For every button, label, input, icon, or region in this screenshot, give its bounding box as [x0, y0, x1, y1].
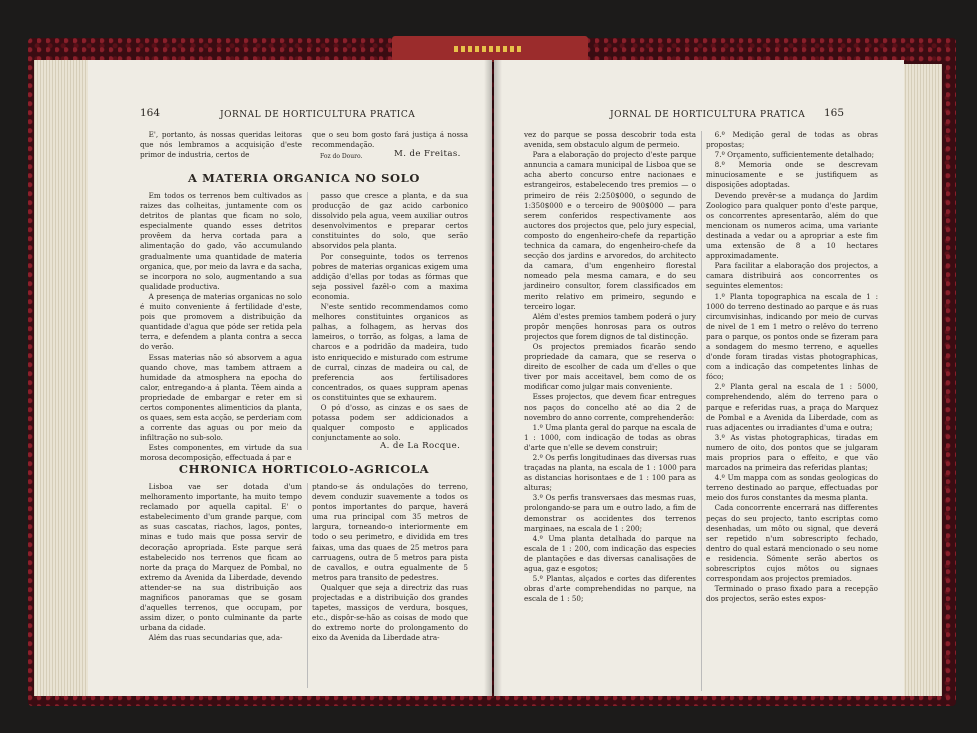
article-title: CHRONICA HORTICOLO-AGRICOLA: [178, 462, 430, 476]
right-page-edges: [902, 64, 942, 696]
paragraph: 3.º Os perfis transversaes das mesmas ruas, prolongando-se para um e outro lado, a fim de demonstrar os accidentes dos terrenos marginaes, na escala de 1 : 200;: [524, 493, 696, 533]
book-gutter: [484, 60, 502, 696]
paragraph: Devendo prevêr-se a mudança do Jardim Zoologico para qualquer ponto d'este parque, os concorrentes apresentarão, além do que mencionam os numeros acima, uma variante destinada a vedar ou a apropriar a este fim uma extensão de 8 a 10 hectares approximadamente.: [706, 190, 878, 261]
column-divider: [701, 131, 702, 691]
intro-location: Foz do Douro.: [320, 153, 363, 160]
paragraph: Os projectos premiados ficarão sendo propriedade da camara, que se reserva o direito de escolher de cada um d'elles o que tiver por mais acceitavel, bem como de os modificar como julgar mais conveniente.: [524, 341, 696, 392]
article2-col-1: [140, 482, 302, 644]
right-col-1: [524, 130, 696, 604]
column-divider: [307, 192, 308, 450]
paragraph: Em todos os terrenos bem cultivados as raizes das colheitas, juntamente com os detritos de plantas que ficam no solo, especialmente quando esses detritos provêem da herva cortada para a alimentação do gado, vão accumulando gradualmente uma quantidade de materia organica, que, por meio da lavra e da sacha, se incorpora no solo, augmentando a sua qualidade productiva.: [140, 191, 302, 291]
intro-col-2: [312, 130, 468, 150]
page-number: 164: [140, 107, 161, 119]
paragraph: Terminado o praso fixado para a recepção dos projectos, serão estes expos-: [706, 584, 878, 604]
paragraph: Para facilitar a elaboração dos projectos, a camara distribuirá aos concorrentes os seguintes elementos:: [706, 261, 878, 291]
paragraph: O pó d'osso, as cinzas e os saes de potassa podem ser addicionados a qualquer composto e applicados conjunctamente ao solo.: [312, 402, 468, 443]
intro-paragraph: E', portanto, ás nossas queridas leitoras que nós lembramos a acquisição d'este primor de industria, certos de: [140, 130, 302, 160]
paragraph: Qualquer que seja a directriz das ruas projectadas e a distribuição dos grandes tapetes, massiços de verdura, bosques, etc., dispôr-se-hão as coisas de modo que do extremo norte do prolongamento do eixo da Avenida da Liberdade atra-: [312, 582, 468, 643]
right-col-2: [706, 130, 878, 604]
paragraph: 3.º As vistas photographicas, tiradas em numero de oito, dos pontos que se julgaram mais proprios para o effeito, e que vão marcados na primeira das referidas plantas;: [706, 432, 878, 473]
paragraph: 8.º Memoria onde se descrevam minuciosamente e se justifiquem as disposições adoptadas.: [706, 160, 878, 190]
paragraph: 5.º Plantas, alçados e cortes das diferentes obras d'arte comprehendidas no parque, na escala de 1 : 50;: [524, 574, 696, 604]
running-head: JORNAL DE HORTICULTURA PRATICA: [610, 110, 806, 120]
left-page-edges: [34, 60, 92, 696]
intro-col-1: [140, 130, 302, 160]
paragraph: Lisboa vae ser dotada d'um melhoramento importante, ha muito tempo reclamado por aquella capital. E' o estabelecimento d'um grande parque, com as suas cascatas, riachos, lagos, pontes, minas e tudo mais que possa servir de decoração apropriada. Este parque será estabelecido nos terrenos que ficam ao norte da praça do Marquez de Pombal, no extremo da Avenida da Liberdade, devendo attender-se na sua distribuição aos magnificos panoramas que se gosam d'aquelles terrenos, que occupam, por assim dizer, o ponto culminante da parte urbana da cidade.: [140, 482, 302, 633]
article2-col-2: [312, 482, 468, 644]
paragraph: 4.º Uma planta detalhada do parque na escala de 1 : 200, com indicação das especies de plantações e das diversas canalisações de agua, gaz e esgotos;: [524, 533, 696, 574]
paragraph: N'este sentido recommendamos como melhores constituintes organicos as palhas, a folhagem, as hervas dos lameiros, o torrão, as folgas, a lama de charcos e a podridão da madeira, tudo isto enriquecido e misturado com estrume de curral, cinzas de madeira ou cal, de preferencia aos fertilisadores concentrados, os quaes suppram apenas os constituintes que se exhaurem.: [312, 302, 468, 402]
page-number: 165: [824, 107, 845, 119]
intro-signature: M. de Freitas.: [394, 149, 461, 159]
paragraph: passo que cresce a planta, e da sua producção de gaz acido carbonico dissolvido pela agua, veem auxiliar outros desenvolvimentos e preparar certos constituintes do solo, que serão absorvidos pela planta.: [312, 191, 468, 251]
right-page: [494, 60, 904, 696]
paragraph: Estes componentes, em virtude da sua morosa decomposição, effectuada á par e: [140, 443, 302, 463]
article-signature: A. de La Rocque.: [380, 441, 461, 451]
article1-col-2: [312, 191, 468, 443]
paragraph: vez do parque se possa descobrir toda esta avenida, sem obstaculo algum de permeio.: [524, 130, 696, 150]
intro-paragraph: que o seu bom gosto fará justiça á nossa recommendação.: [312, 130, 468, 150]
paragraph: Além das ruas secundarias que, ada-: [148, 633, 283, 643]
paragraph: 1.º Uma planta geral do parque na escala de 1 : 1000, com indicação de todas as obras d'arte que n'elle se devem construir;: [524, 422, 696, 452]
paragraph: Por conseguinte, todos os terrenos pobres de materias organicas exigem uma addição d'ellas por todas as fórmas que seja possivel fazêl-o com a maxima economia.: [312, 251, 468, 301]
paragraph: 1.º Planta topographica na escala de 1 : 1000 do terreno destinado ao parque e ás ruas circumvisinhas, indicando por meio de curvas de nivel de 1 em 1 metro o relêvo do terreno para o parque, os pontos onde se fizeram para a sondagem do mesmo terreno, e aquelles d'onde foram tiradas vistas photographicas, com a indicação das competentes linhas de fóco;: [706, 291, 878, 382]
paragraph: Para a elaboração do projecto d'este parque annuncia a camara municipal de Lisboa que se acha aberto concurso entre nacionaes e estrangeiros, estabelecendo tres premios — o primeiro de réis 2:250$000, o segundo de 1:350$000 e o terceiro de 900$000 — para serem conferidos respectivamente aos auctores dos projectos que, pelo jury especial, composto do engenheiro-chefe da repartição technica da camara, do engenheiro-chefe da secção dos jardins e arvoredos, do architecto da camara, d'um engenheiro florestal nomeado pela mesma camara, e do seu jardineiro consultor, forem classificados em merito relativo em primeiro, segundo e terceiro logar.: [524, 150, 696, 311]
paragraph: 4.º Um mappa com as sondas geologicas do terreno destinado ao parque, effectuadas por meio dos furos constantes da mesma planta.: [706, 473, 878, 503]
article-title: A MATERIA ORGANICA NO SOLO: [188, 171, 420, 185]
paragraph: A presença de materias organicas no solo é muito conveniente á fertilidade d'este, pois que promovem a distribuição da quantidade d'agua que póde ser retida pela terra, e defendem a planta contra a secca do verão.: [140, 291, 302, 352]
paragraph: Além d'estes premios tambem poderá o jury propôr menções honrosas para os outros projectos que forem dignos de tal distincção.: [524, 311, 696, 341]
paragraph: Esses projectos, que devem ficar entregues nos paços do concelho até ao dia 2 de novembro do anno corrente, comprehenderão:: [524, 392, 696, 422]
column-divider: [307, 483, 308, 688]
paragraph: ptando-se ás ondulações do terreno, devem conduzir suavemente a todos os pontos importantes do parque, haverá uma rua principal com 35 metros de largura, torneando-o interiormente em todo o seu perimetro, e dividida em tres faixas, uma das quaes de 25 metros para carruagens, outra de 5 metros para pista de cavallos, e outra egualmente de 5 metros para transito de pedestres.: [312, 482, 468, 582]
paragraph: Cada concorrente encerrará nas differentes peças do seu projecto, tanto escriptas como desenhadas, um môto ou signal, que deverá ser repetido n'um sobrescripto fechado, dentro do qual estará mencionado o seu nome e residencia. Sómente serão abertos os sobrescriptos cujos môtos ou signaes correspondam aos projectos premiados.: [706, 503, 878, 584]
article1-col-1: [140, 191, 302, 464]
running-head: JORNAL DE HORTICULTURA PRATICA: [220, 110, 416, 120]
paragraph: 7.º Orçamento, sufficientemente detalhado;: [714, 150, 875, 160]
paragraph: 2.º Os perfis longitudinaes das diversas ruas traçadas na planta, na escala de 1 : 1000 para as distancias horisontaes e de 1 : 100 para as alturas;: [524, 453, 696, 493]
paragraph: 2.º Planta geral na escala de 1 : 5000, comprehendendo, além do terreno para o parque e referidas ruas, a praça do Marquez de Pombal e a Avenida da Liberdade, com as ruas adjacentes ou irradiantes d'uma e outra;: [706, 382, 878, 432]
paragraph: 6.º Medição geral de todas as obras propostas;: [706, 130, 878, 150]
bookmark-ribbon: [392, 36, 588, 62]
left-page: [88, 60, 492, 696]
paragraph: Essas materias não só absorvem a agua quando chove, mas tambem attraem a humidade da atmosphera na epocha do calor, entregando-a á planta. Têem ainda a propriedade de embargar e reter em si certos componentes alimenticios da planta, os quaes, sem esta acção, se perderiam com a corrente das aguas ou por meio da infiltração no sub-solo.: [140, 352, 302, 443]
